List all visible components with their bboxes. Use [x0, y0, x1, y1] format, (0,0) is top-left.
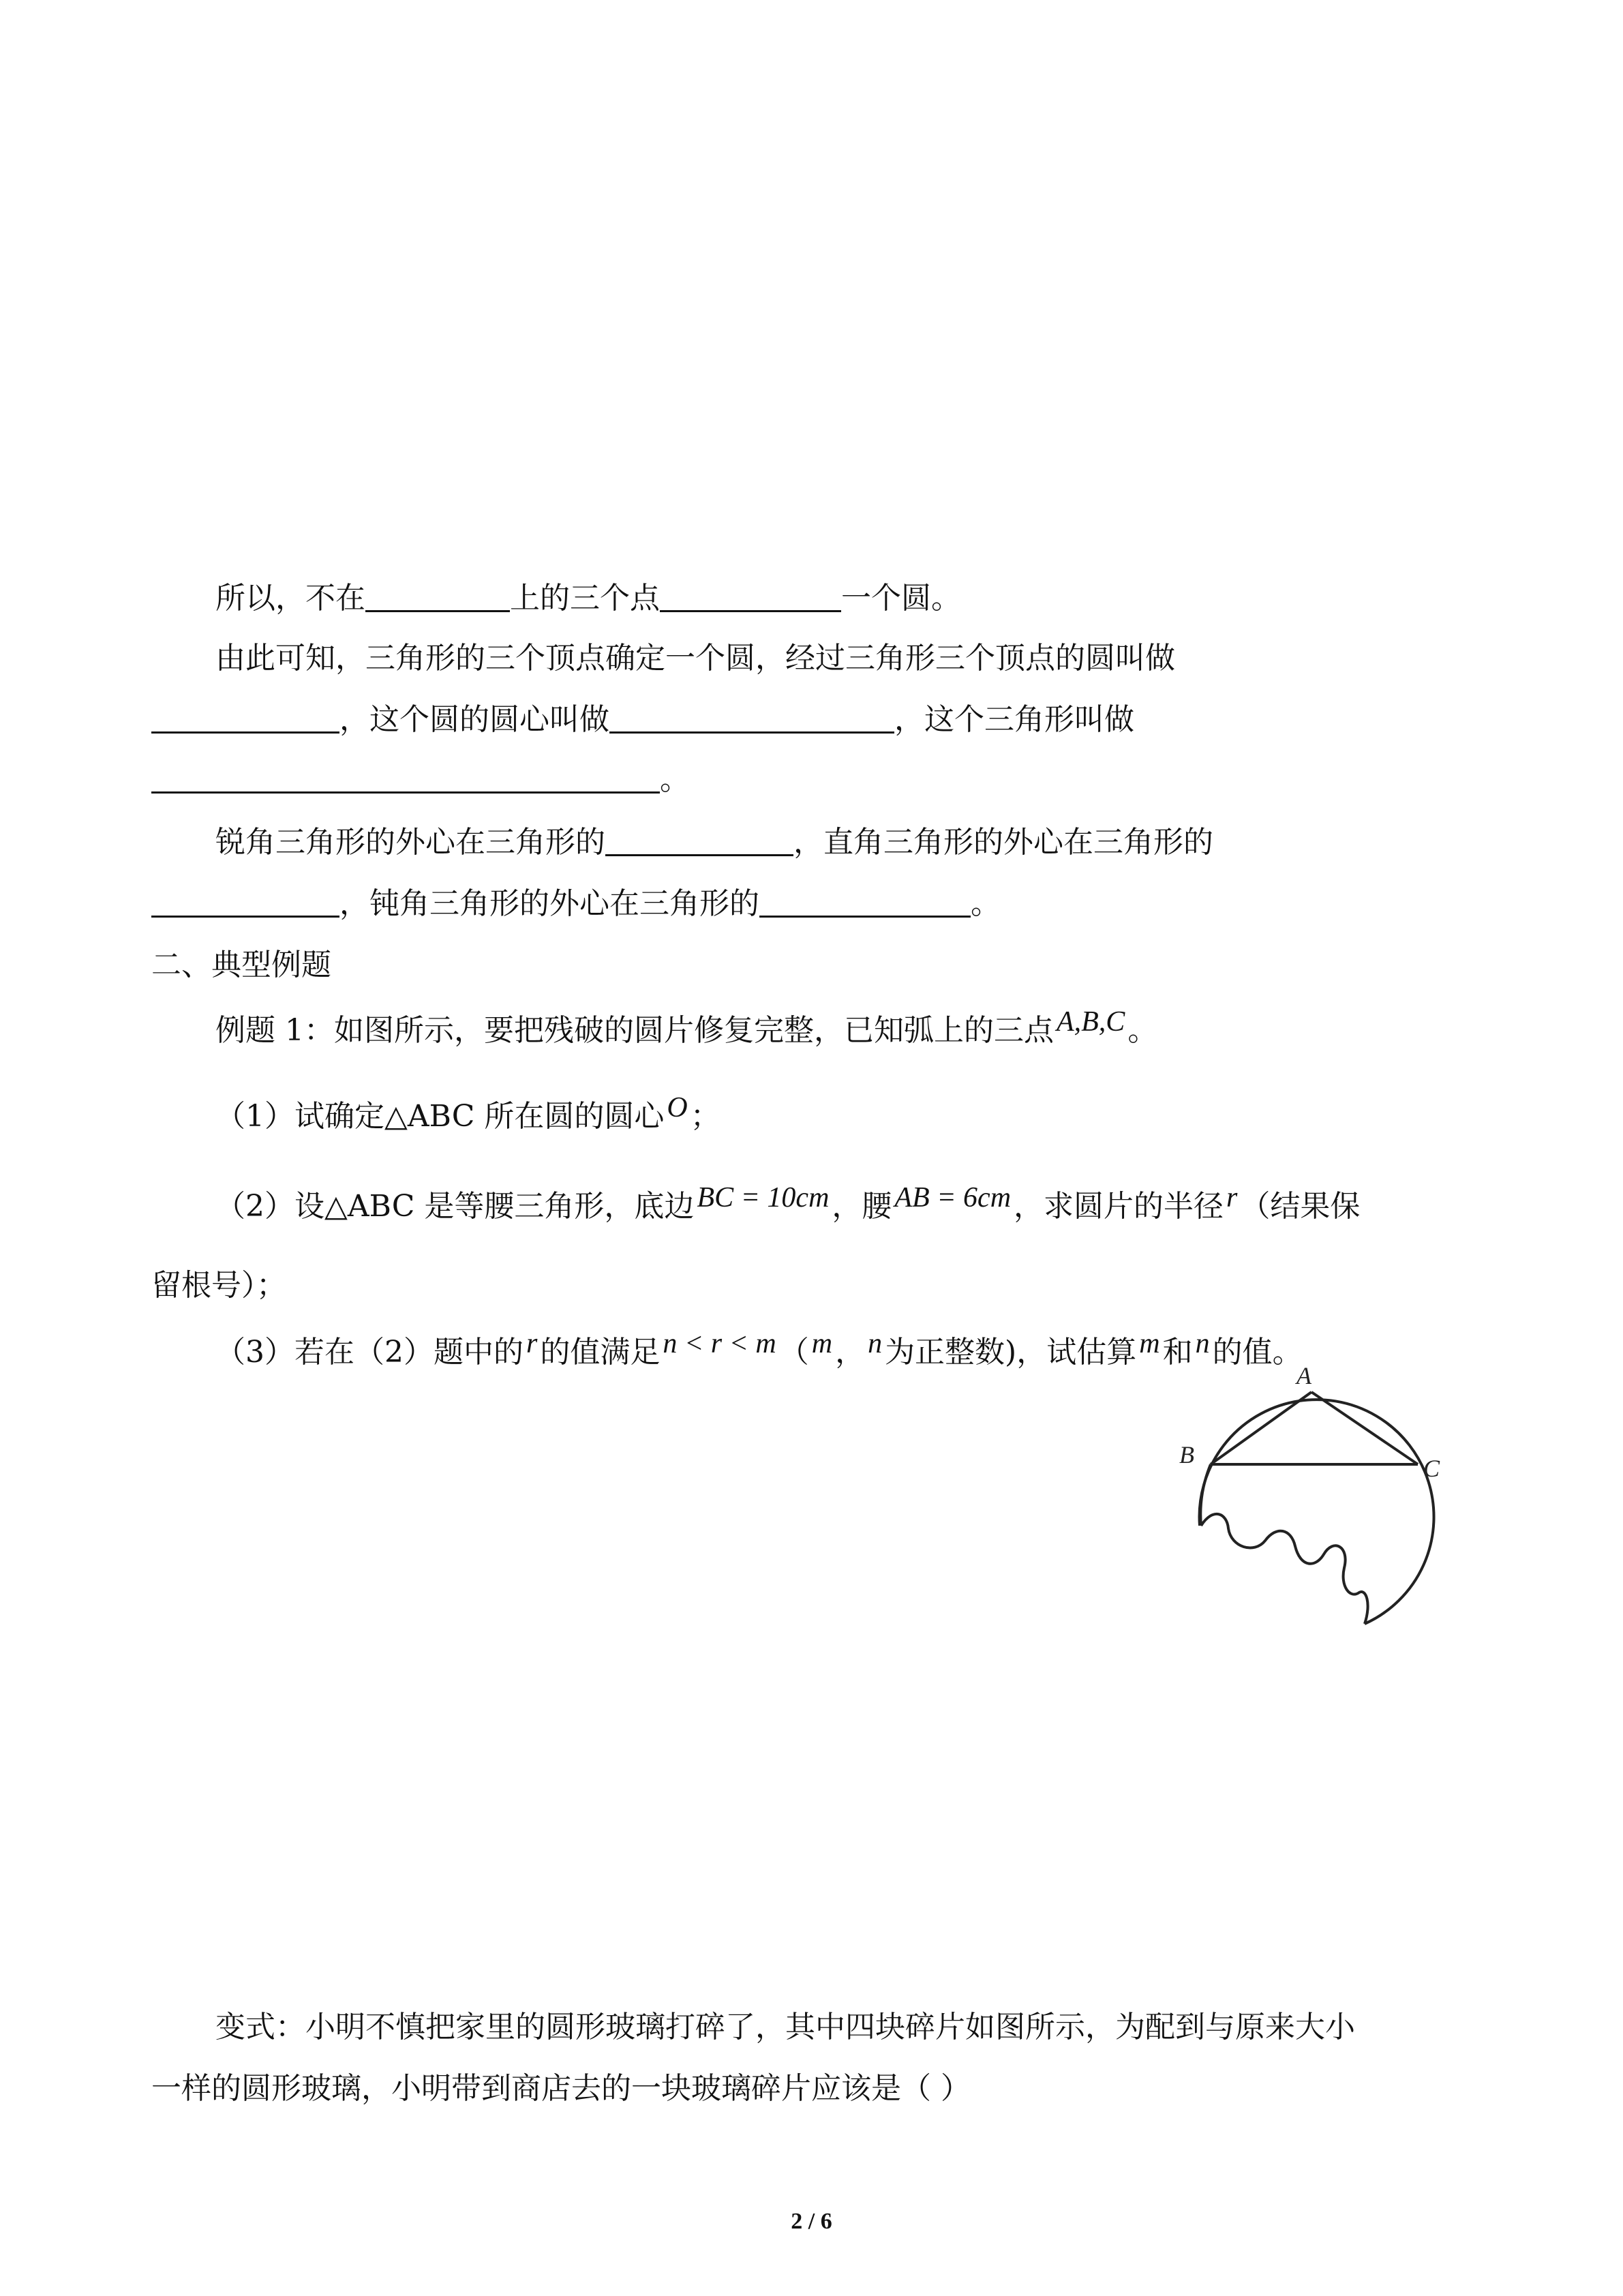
- q2-text-d: （结果保: [1240, 1189, 1361, 1224]
- math-m: m: [811, 1328, 833, 1359]
- q3-text-a: （3）若在（2）题中的: [215, 1335, 524, 1370]
- para2-text-2a: ，这个圆的圆心叫做: [339, 702, 609, 737]
- label-a: A: [1296, 1362, 1311, 1389]
- label-b: B: [1179, 1441, 1194, 1468]
- q2-text-a: （2）设△ABC 是等腰三角形，底边: [215, 1189, 695, 1224]
- variant-line2: 一样的圆形玻璃，小明带到商店去的一块玻璃碎片应该是（ ）: [151, 2071, 971, 2106]
- q3-text-b: 的值满足: [540, 1335, 661, 1370]
- q3-text-c: （: [778, 1335, 809, 1370]
- section-title: 二、典型例题: [151, 948, 331, 982]
- para2-line3: [151, 759, 690, 800]
- math-n: n: [868, 1328, 883, 1359]
- q2-text-c: ，求圆片的半径: [1014, 1189, 1224, 1224]
- segment-ab: [1211, 1392, 1311, 1464]
- example1-intro: [215, 1006, 1158, 1052]
- para2-line2: [151, 699, 1134, 740]
- para3-text-1b: ，直角三角形的外心在三角形的: [793, 825, 1213, 860]
- blank-field[interactable]: [151, 700, 339, 734]
- math-abc: A,B,C: [1056, 1006, 1125, 1038]
- para1-text-c: 一个圆。: [841, 581, 961, 616]
- blank-field[interactable]: [365, 579, 510, 612]
- para2-text-1: 由此可知，三角形的三个顶点确定一个圆，经过三角形三个顶点的圆叫做: [215, 641, 1175, 676]
- q3-text-f: 和: [1162, 1335, 1193, 1370]
- blank-field[interactable]: [759, 884, 971, 918]
- blank-field[interactable]: [605, 823, 793, 856]
- para3-text-1a: 锐角三角形的外心在三角形的: [215, 825, 605, 860]
- para3-text-2a: ，钝角三角形的外心在三角形的: [339, 886, 759, 921]
- blank-field[interactable]: [660, 579, 841, 612]
- broken-edge: [1201, 1514, 1368, 1624]
- blank-field[interactable]: [151, 760, 660, 794]
- math-r: r: [526, 1328, 538, 1359]
- para2-text-3: 。: [660, 762, 690, 797]
- broken-circle-figure: [1145, 1350, 1459, 1636]
- circle-arc: [1200, 1400, 1434, 1624]
- math-n: n: [1195, 1328, 1210, 1359]
- math-ab: AB = 6cm: [894, 1182, 1012, 1213]
- math-bc: BC = 10cm: [697, 1182, 830, 1213]
- math-r: r: [1226, 1182, 1238, 1213]
- para2-line1: [215, 638, 1175, 679]
- example1-intro-end: 。: [1127, 1013, 1158, 1048]
- variant-line1: 变式：小明不慎把家里的圆形玻璃打碎了，其中四块碎片如图所示，为配到与原来大小: [215, 2010, 1355, 2044]
- q1-text: （1）试确定△ABC 所在圆的圆心: [215, 1099, 665, 1134]
- para1-text-a: 所以，不在: [215, 581, 365, 616]
- para3-line2: [151, 883, 1001, 924]
- para1-text-b: 上的三个点: [510, 581, 660, 616]
- example1-q3: [215, 1328, 1303, 1374]
- q3-text-g: 的值。: [1212, 1335, 1303, 1370]
- math-o: O: [667, 1092, 688, 1123]
- para3-text-2b: 。: [971, 886, 1001, 921]
- blank-field[interactable]: [151, 884, 339, 918]
- para3-line1: [215, 822, 1213, 863]
- blank-field[interactable]: [609, 700, 894, 734]
- label-c: C: [1423, 1455, 1440, 1482]
- q3-text-d: ，: [835, 1335, 866, 1370]
- q3-text-e: 为正整数)，试估算: [885, 1335, 1137, 1370]
- page-number: 2 / 6: [791, 2209, 832, 2234]
- example1-q2: [215, 1182, 1361, 1228]
- segment-ac: [1311, 1392, 1418, 1464]
- example1-q2-line2: 留根号）；: [151, 1268, 286, 1303]
- q2-text-b: ，腰: [832, 1189, 892, 1224]
- math-m: m: [1139, 1328, 1160, 1359]
- example1-q1: [215, 1092, 721, 1138]
- math-inequality: n < r < m: [663, 1328, 776, 1359]
- para1-line: [215, 578, 961, 619]
- para2-text-2b: ，这个三角形叫做: [894, 702, 1134, 737]
- q1-end: ；: [690, 1099, 721, 1134]
- example1-intro-text: 例题 1：如图所示，要把残破的圆片修复完整，已知弧上的三点: [215, 1013, 1054, 1048]
